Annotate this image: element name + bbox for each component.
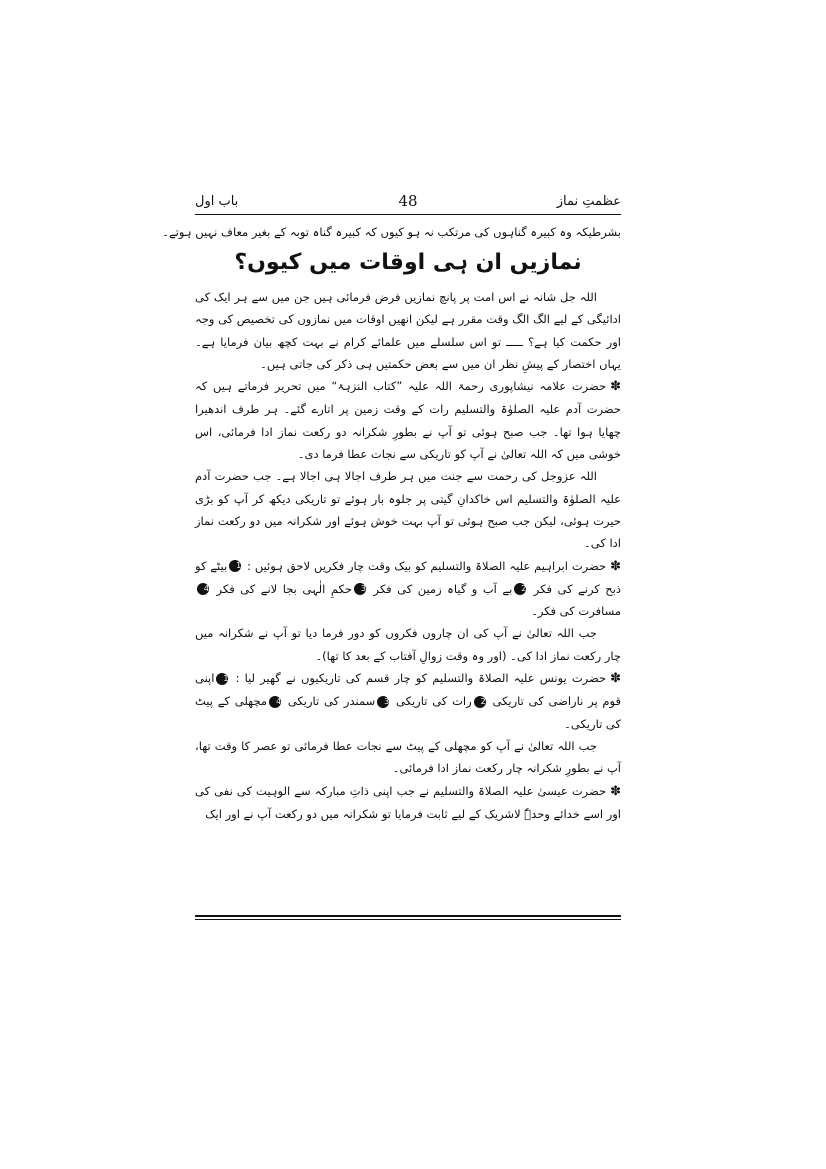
list-item: حکمِ الٰہی بجا لانے کی فکر — [216, 581, 352, 596]
paragraph-4-text: حضرت ابراہیم علیہ الصلاۃ والتسلیم کو بیک وقت چار فکریں لاحق ہوئیں : — [247, 558, 607, 573]
paragraph-1: اللہ جل شانہ نے اس امت پر پانچ نمازیں فرض فرمائی ہیں جن میں سے ہر ایک کی ادائیگی کے لیے الگ الگ وقت مقرر ہے لیکن انھیں اوقات میں نمازوں کی تخصیص کی وجہ اور حکمت کیا ہے؟ ـــــ تو اس سلسلے میں علمائے کرام نے بہت کچھ بیان فرمایا ہے۔ یہاں اختصار کے پیشِ نظر ان میں سے بعض حکمتیں ہی ذکر کی جاتی ہیں۔ — [195, 290, 621, 371]
bullet-icon: ✽ — [610, 558, 621, 574]
list-item: مسافرت کی فکر۔ — [531, 604, 621, 619]
paragraph-5: جب اللہ تعالیٰ نے آپ کی ان چاروں فکروں کو دور فرما دیا تو آپ نے شکرانہ میں چار رکعت نماز ادا کی۔ (اور وہ وقت زوالِ آفتاب کے بعد کا تھا)۔ — [195, 626, 621, 663]
bullet-icon: ✽ — [610, 783, 621, 799]
list-number-icon: 3 — [377, 696, 389, 708]
list-item: مچھلی کے پیٹ کی تاریکی۔ — [195, 694, 621, 731]
page-number: 48 — [398, 192, 418, 210]
paragraph-3: اللہ عزوجل کی رحمت سے جنت میں ہر طرف اجالا ہی اجالا ہے۔ جب حضرت آدم علیہ الصلوٰۃ والتسلیم اس خاکدانِ گیتی پر جلوہ بار ہوئے تو تاریکی دیکھ کر آپ کو بڑی حیرت ہوئی، لیکن جب صبح ہوئی تو آپ بہت خوش ہوئے اور شکرانہ میں دو رکعت نماز ادا کی۔ — [195, 469, 621, 551]
list-number-icon: 4 — [197, 583, 209, 595]
paragraph-2-text: حضرت علامہ نیشاپوری رحمۃ اللہ علیہ ”کتاب النزہۃ“ میں تحریر فرماتے ہیں کہ حضرت آدم علیہ الصلوٰۃ والتسلیم رات کے وقت زمین پر اتارے گئے۔ ہر طرف اندھیرا چھایا ہوا تھا۔ جب صبح ہوئی تو آپ نے بطورِ شکرانہ دو رکعت نماز ادا فرمائی، اس خوشی میں کہ اللہ تعالیٰ نے آپ کو تاریکی سے نجات عطا فرما دی۔ — [195, 379, 621, 462]
paragraph-8-text: حضرت عیسیٰ علیہ الصلاۃ والتسلیم نے جب اپنی ذاتِ مبارکہ سے الوہیت کی نفی کی اور اسے خدائے وحدہٗ لاشریک کے لیے ثابت فرمایا تو شکرانہ میں دو رکعت آپ نے اور ایک — [195, 783, 621, 821]
paragraph-4 — [195, 555, 621, 623]
list-number-icon: 4 — [269, 696, 281, 708]
list-number-icon: 1 — [229, 560, 241, 572]
page-header — [195, 190, 621, 215]
paragraph-6-text: حضرت یونس علیہ الصلاۃ والتسلیم کو چار قسم کی تاریکیوں نے گھیر لیا : — [235, 671, 607, 686]
list-number-icon: 1 — [216, 673, 228, 685]
paragraph-8 — [195, 780, 621, 826]
section-heading: نمازیں ان ہی اوقات میں کیوں؟ — [234, 250, 582, 275]
footer-rule-thin — [195, 919, 621, 920]
list-item: بیٹے کو ذبح کرنے کی فکر — [195, 558, 622, 596]
list-number-icon: 3 — [354, 583, 366, 595]
footer-double-rule — [195, 915, 621, 919]
book-title: عظمتِ نماز — [556, 194, 621, 209]
intro-line: بشرطیکہ وہ کبیرہ گناہوں کی مرتکب نہ ہو کیوں کہ کبیرہ گناہ توبہ کے بغیر معاف نہیں ہوتے۔ — [162, 225, 621, 239]
paragraph-6 — [195, 667, 621, 735]
bullet-icon: ✽ — [610, 379, 621, 395]
list-item: بے آب و گیاہ زمین کی فکر — [373, 581, 513, 596]
list-item: رات کی تاریکی — [396, 694, 472, 709]
list-item: اپنی قوم پر ناراضی کی تاریکی — [195, 671, 621, 709]
document-page — [162, 190, 622, 825]
list-number-icon: 2 — [474, 696, 486, 708]
chapter-label: باب اول — [195, 194, 239, 209]
list-number-icon: 2 — [514, 583, 526, 595]
paragraph-2 — [195, 375, 621, 465]
footer-rule-thick — [195, 915, 621, 917]
paragraph-7: جب اللہ تعالیٰ نے آپ کو مچھلی کے پیٹ سے نجات عطا فرمائی تو عصر کا وقت تھا، آپ نے بطورِ شکرانہ چار رکعت نماز ادا فرمائی۔ — [195, 738, 621, 776]
list-item: سمندر کی تاریکی — [287, 694, 376, 709]
bullet-icon: ✽ — [610, 671, 621, 687]
